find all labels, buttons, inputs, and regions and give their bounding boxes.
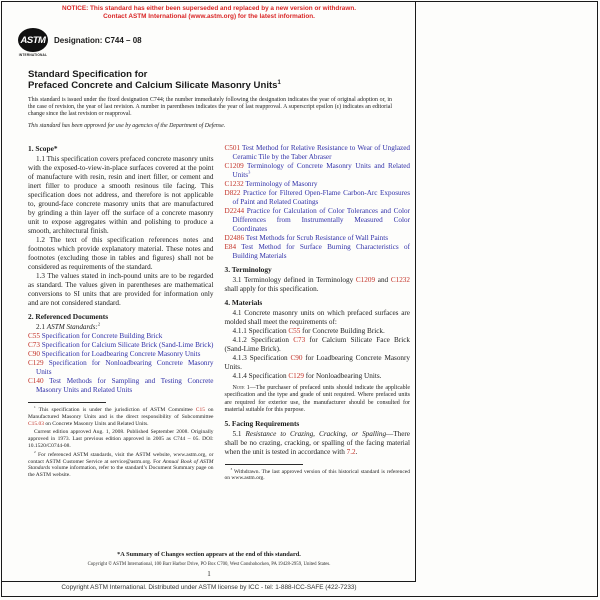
footnote-marker-2: 2 [97,321,101,327]
astm-logo-ellipse [18,28,48,52]
two-column-body [28,144,410,484]
section-2-heading: 2. Referenced Documents [28,312,109,321]
footnote-divider-left [28,402,106,403]
paragraph-4-1: 4.1 Concrete masonry units on which prefaced surfaces are molded shall meet the requirements of: [224,309,410,326]
standard-title-link[interactable]: Test Methods for Sampling and Testing Concrete Masonry Units and Related Units [36,377,214,394]
paragraph-2-1: 2.1 ASTM Standards:$^2$ [36,321,101,331]
referenced-standard-c501[interactable] [225,144,411,162]
standard-title-link[interactable]: Practice for Calculation of Color Tolerances and Color Differences from Instrumentally Measured Color Coordinates [232,207,410,233]
standard-code-link[interactable]: C129 [28,359,44,367]
spec-c129-link[interactable]: C129 [288,372,304,380]
referenced-standard-e84[interactable] [225,243,411,261]
standard-code-link[interactable]: C73 [28,341,40,349]
paragraph-1-2: 1.2 The text of this specification references notes and footnotes which provide explanatory material. These notes and footnotes (excluding those in tables and figures) shall not be considered as requirements of the standard. [28,236,214,271]
standard-title-link[interactable]: Practice for Filtered Open-Flame Carbon-Arc Exposures of Paint and Related Coatings [232,189,410,206]
referenced-standard-d2244[interactable] [225,207,411,234]
title-footnote-marker: 1 [277,80,281,87]
spec-c73-link[interactable]: C73 [293,336,306,344]
note-1: Note 1—The purchaser of prefaced units should indicate the applicable specification and the type and grade of unit required. Where prefaced units are required for exterior use, the manufacturer should be consulted for material suitable for this purpose. [224,385,410,414]
page-number: 1 [207,570,211,578]
standard-code-link[interactable]: C55 [28,332,40,340]
page-bottom-edge [2,581,416,582]
standard-title-link[interactable]: Terminology of Concrete Masonry Units and Related Units [232,162,410,179]
title-line1: Standard Specification for [28,69,148,80]
astm-copyright-line: Copyright © ASTM International, 100 Barr Harbor Drive, PO Box C700, West Conshohocken, PA 19428-2959, United States. [87,562,331,567]
referenced-standard-c55[interactable] [28,332,214,341]
astm-logo-text: ASTM [20,34,46,46]
paragraph-4-1-4: 4.1.4 Specification C129 for Nonloadbearing Units. [232,372,382,380]
standard-title-link[interactable]: Test Methods for Scrub Resistance of Wall Paints [244,234,389,242]
referenced-standard-c140[interactable] [28,377,214,395]
dod-approval-line: This standard has been approved for use by agencies of the Department of Defense. [28,123,226,129]
standard-title-link[interactable]: Test Method for Relative Resistance to Wear of Unglazed Ceramic Tile by the Taber Abraser [232,144,410,161]
right-footnotes [224,466,411,483]
left-column [28,144,214,484]
section-4-heading: 4. Materials [224,298,263,307]
standard-title-link[interactable]: Terminology of Masonry [243,180,318,188]
terminology-c1232-link[interactable]: C1232 [390,276,410,284]
spec-c55-link[interactable]: C55 [288,327,301,335]
paragraph-1-1: 1.1 This specification covers prefaced concrete masonry units with the exposed-to-view-in-place surfaces covered at the point of manufacture with resin, resin and inert filler, or cement and inert filler to produce a smooth resinous tile facing. This specification does not address, and therefore is not applicable to, ground-face concrete masonry units that are manufactured by grinding a thin layer off the surface of a concrete masonry unit to expose aggregates within and polishing to produce a smooth, architectural finish. [28,155,214,235]
paragraph-4-1-1: 4.1.1 Specification C55 for Concrete Building Brick. [232,327,385,335]
footnote-1-edition: Current edition approved Aug. 1, 2008. Published September 2008. Originally approved in 1973. Last previous edition approved in 2005 as C744 – 05. DOI: 10.1520/C0744-08. [28,429,214,449]
referenced-standard-c129[interactable] [28,359,214,377]
document-title [28,69,398,92]
standard-code-link[interactable]: D822 [224,189,241,197]
note-1-label: Note 1— [232,385,256,391]
referenced-standard-c90[interactable] [28,350,214,359]
referenced-standard-c73[interactable] [28,341,214,350]
superseded-notice-line2: Contact ASTM International (www.astm.org) for the latest information. [103,12,315,20]
standard-code-link[interactable]: C90 [28,350,40,358]
referenced-standard-d2486[interactable] [225,234,411,243]
referenced-standard-c1232[interactable] [225,180,411,189]
standard-title-link[interactable]: Specification for Nonloadbearing Concrete Masonry Units [36,359,214,376]
designation: Designation: C744 – 08 [54,36,142,45]
page-right-edge [415,2,416,582]
summary-of-changes-line: *A Summary of Changes section appears at the end of this standard. [117,551,301,558]
paragraph-4-1-2: 4.1.2 Specification C73 for Calcium Silicate Face Brick (Sand-Lime Brick). [224,336,411,353]
section-3-heading: 3. Terminology [224,265,272,274]
standard-code-link[interactable]: C501 [224,144,241,152]
section-1-heading: 1. Scope* [28,144,58,153]
astm-logo-international: INTERNATIONAL [18,53,48,57]
referenced-standard-c1209[interactable] [225,162,411,180]
title-line2: Prefaced Concrete and Calcium Silicate Masonry Units$^1$ [28,80,281,92]
footnote-2: $^2$ For referenced ASTM standards, visit the ASTM website, www.astm.org, or contact ASTM Customer Service at service@astm.org. For Annual Book of ASTM Standards volume information, refer to the standard’s Document Summary page on the ASTM website. [28,449,214,479]
paragraph-4-1-3: 4.1.3 Specification C90 for Loadbearing Concrete Masonry Units. [224,354,410,371]
footnote-divider-right [225,464,303,465]
referenced-standard-d822[interactable] [225,189,411,207]
astm-logo [16,28,50,57]
footnote-marker-3: 3 [248,169,251,175]
issuance-paragraph: This standard is issued under the fixed designation C744; the number immediately following the designation indicates the year of original adoption or, in the case of revision, the year of last revision. A number in parentheses indicates the year of last reapproval. A superscript epsilon (ε) indicates an editorial change since the last revision or reapproval. [28,97,392,118]
subcommittee-link[interactable]: C15.03 [28,420,45,427]
superseded-notice [10,5,408,21]
paragraph-3-1: 3.1 Terminology defined in Terminology C1209 and C1232 shall apply for this specification. [224,276,410,293]
paragraph-1-3: 1.3 The values stated in inch-pound units are to be regarded as standard. The values given in parentheses are mathematical conversions to SI units that are provided for information only and are not considered standard. [28,272,214,307]
footnote-1: $^1$ This specification is under the jurisdiction of ASTM Committee C15 on Manufactured Masonry Units and is the direct responsibility of Subcommittee C15.03 on Concrete Masonry Units and Related Units. [28,405,214,427]
standard-title-link[interactable]: Specification for Concrete Building Brick [39,332,163,340]
standard-code-link[interactable]: C140 [28,377,44,385]
superseded-notice-line1: NOTICE: This standard has either been superseded and replaced by a new version or withdrawn. [61,5,357,12]
standard-code-link[interactable]: E84 [224,243,237,251]
footnote-3: $^3$ Withdrawn. The last approved version of this historical standard is referenced on www.astm.org. [224,466,410,482]
paragraph-5-1: 5.1 Resistance to Crazing, Cracking, or Spalling—There shall be no crazing, cracking, or spalling of the facing material when the unit is tested in accordance with 7.2. [224,429,410,456]
standard-code-link[interactable]: D2244 [224,207,245,215]
right-column [225,144,411,484]
icc-license-line: Copyright ASTM International. Distributed under ASTM license by ICC - tel: 1-888-ICC-SAFE (422-7233) [61,584,357,591]
terminology-c1209-link[interactable]: C1209 [355,276,376,284]
committee-link[interactable]: C15 [195,407,205,413]
standard-title-link[interactable]: Test Method for Surface Burning Characteristics of Building Materials [232,243,410,260]
standard-code-link[interactable]: D2486 [224,234,245,242]
standard-code-link[interactable]: C1209 [224,162,244,170]
standard-code-link[interactable]: C1232 [224,180,244,188]
standard-title-link[interactable]: Specification for Loadbearing Concrete Masonry Units [39,350,201,358]
left-footnotes [28,407,214,479]
standard-title-link[interactable]: Specification for Calcium Silicate Brick (Sand-Lime Brick) [39,341,214,349]
spec-c90-link[interactable]: C90 [290,354,303,362]
section-7-2-link[interactable]: 7.2 [346,447,356,456]
section-5-heading: 5. Facing Requirements [224,418,300,428]
